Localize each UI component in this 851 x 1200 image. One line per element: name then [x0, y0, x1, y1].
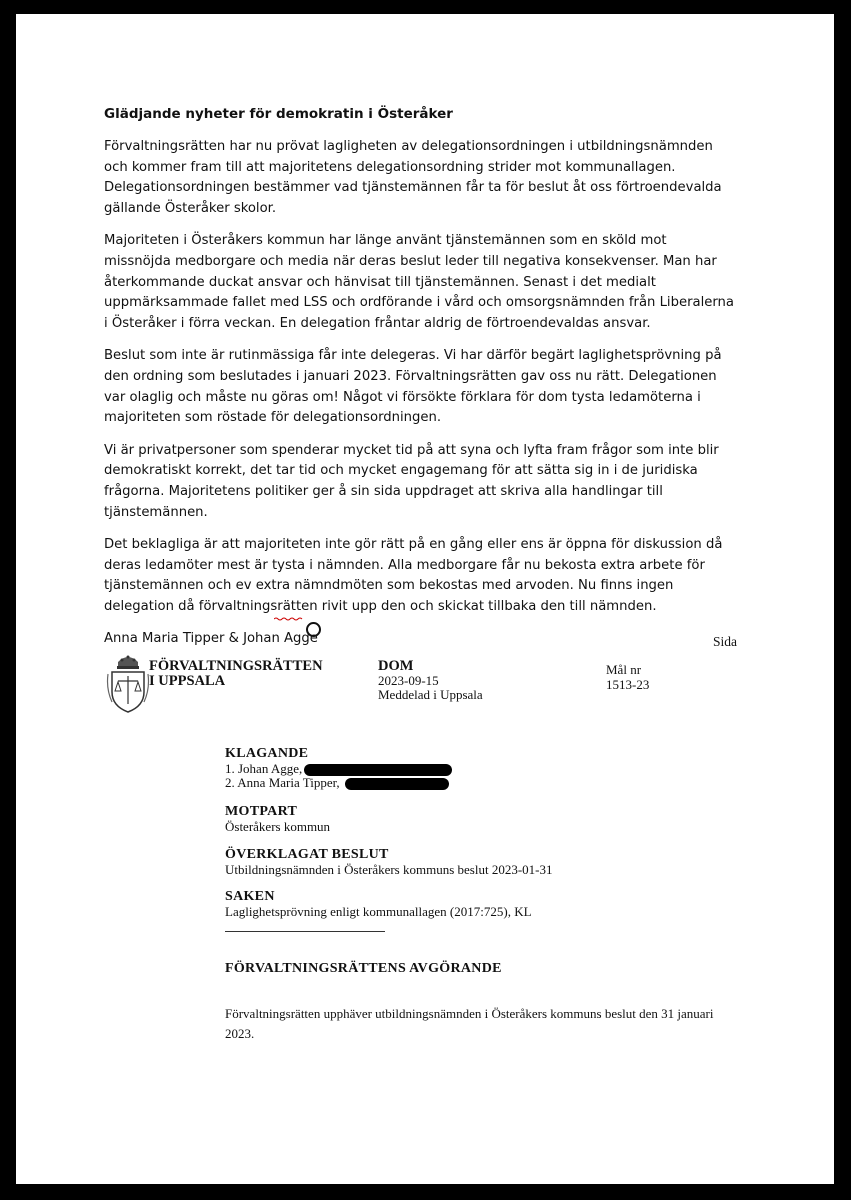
- spellcheck-underline-icon: [274, 617, 304, 621]
- cursor-circle-icon: [306, 622, 321, 637]
- klagande-heading: KLAGANDE: [225, 746, 309, 761]
- letter-paragraph: Beslut som inte är rutinmässiga får inte delegeras. Vi har därför begärt laglighetsprövning på den ordning som beslutades i januari 2023. Förvaltningsrätten gav oss nu rätt. Delegationen var olaglig och måste nu göras om! Något vi försökte förklara för dom tysta ledamöterna i majoriteten som röstade för delegationsordningen.: [104, 348, 722, 426]
- document-page: [16, 14, 834, 1184]
- judgment-header: [378, 659, 483, 703]
- letter-paragraph: Majoriteten i Österåkers kommun har länge använt tjänstemännen som en sköld mot missnöjda medborgare och media när deras beslut leder till negativa konsekvenser. Man har återkommande duckat ansvar och hänvisat till tjänstemännen. Senast i det medialt uppmärksammade fallet med LSS och ordförande i vård och omsorgsnämnden från Liberalerna i Österåker i förra veckan. En delegation fråntar aldrig de förtroendevaldas ansvar.: [104, 233, 734, 331]
- letter-signature: Anna Maria Tipper & Johan Agge: [104, 631, 318, 647]
- avgorande-text: Förvaltningsrätten upphäver utbildningsnämnden i Österåkers kommuns beslut den 31 januari 2023.: [225, 1006, 714, 1041]
- case-number: 1513-23: [606, 676, 650, 692]
- redaction-bar: [345, 778, 449, 790]
- saken-heading: SAKEN: [225, 889, 275, 904]
- motpart-heading: MOTPART: [225, 804, 298, 819]
- motpart-value: Österåkers kommun: [225, 818, 331, 834]
- klagande-1: 1. Johan Agge,: [225, 762, 452, 777]
- court-crest-icon: [106, 654, 150, 714]
- redaction-bar: [304, 764, 452, 776]
- overklagat-value: Utbildningsnämnden i Österåkers kommuns beslut 2023-01-31: [225, 861, 553, 877]
- motpart-section: [225, 805, 330, 834]
- saken-value: Laglighetsprövning enligt kommunallagen (2017:725), KL: [225, 903, 532, 919]
- klagande-2: 2. Anna Maria Tipper,: [225, 776, 452, 791]
- case-label: Mål nr: [606, 662, 642, 677]
- doc-type: DOM: [378, 658, 414, 674]
- avgorande-heading: FÖRVALTNINGSRÄTTENS AVGÖRANDE: [225, 961, 502, 976]
- judgment-date: 2023-09-15: [378, 672, 439, 688]
- issued-place: Meddelad i Uppsala: [378, 687, 483, 702]
- court-name: FÖRVALTNINGSRÄTTEN I UPPSALA: [149, 658, 323, 689]
- case-number-block: [606, 663, 649, 692]
- page-label: Sida: [713, 634, 738, 649]
- divider: [225, 931, 385, 932]
- overklagat-section: [225, 848, 553, 877]
- klagande-section: [225, 747, 452, 791]
- letter-paragraph: Vi är privatpersoner som spenderar mycket tid på att syna och lyfta fram frågor som inte blir demokratiskt korrekt, det tar tid och mycket engagemang för att sätta sig in i de juridiska frågorna. Majoritetens politiker ger å sin sida uppdraget att skriva alla handlingar till tjänstemännen.: [104, 442, 719, 520]
- overklagat-heading: ÖVERKLAGAT BESLUT: [225, 847, 389, 862]
- letter-paragraph: Det beklagliga är att majoriteten inte gör rätt på en gång eller ens är öppna för diskussion då deras ledamöter mest är tysta i nämnden. Alla medborgare får nu bekosta extra arbete för tjänstemännen och ev extra nämndmöten som bekostas med arvoden. Nu finns ingen delegation då förvaltningsrätten rivit upp den och skickat tillbaka den till nämnden.: [104, 537, 723, 614]
- letter-paragraph: Förvaltningsrätten har nu prövat lagligheten av delegationsordningen i utbildningsnämnden och kommer fram till att majoritetens delegationsordning strider mot kommunallagen. Delegationsordningen bestämmer vad tjänstemännen får ta för beslut åt oss förtroendevalda gällande Österåker skolor.: [104, 139, 722, 216]
- letter-title: Glädjande nyheter för demokratin i Österåker: [104, 106, 453, 122]
- saken-section: [225, 890, 532, 919]
- letter-section: [104, 104, 734, 662]
